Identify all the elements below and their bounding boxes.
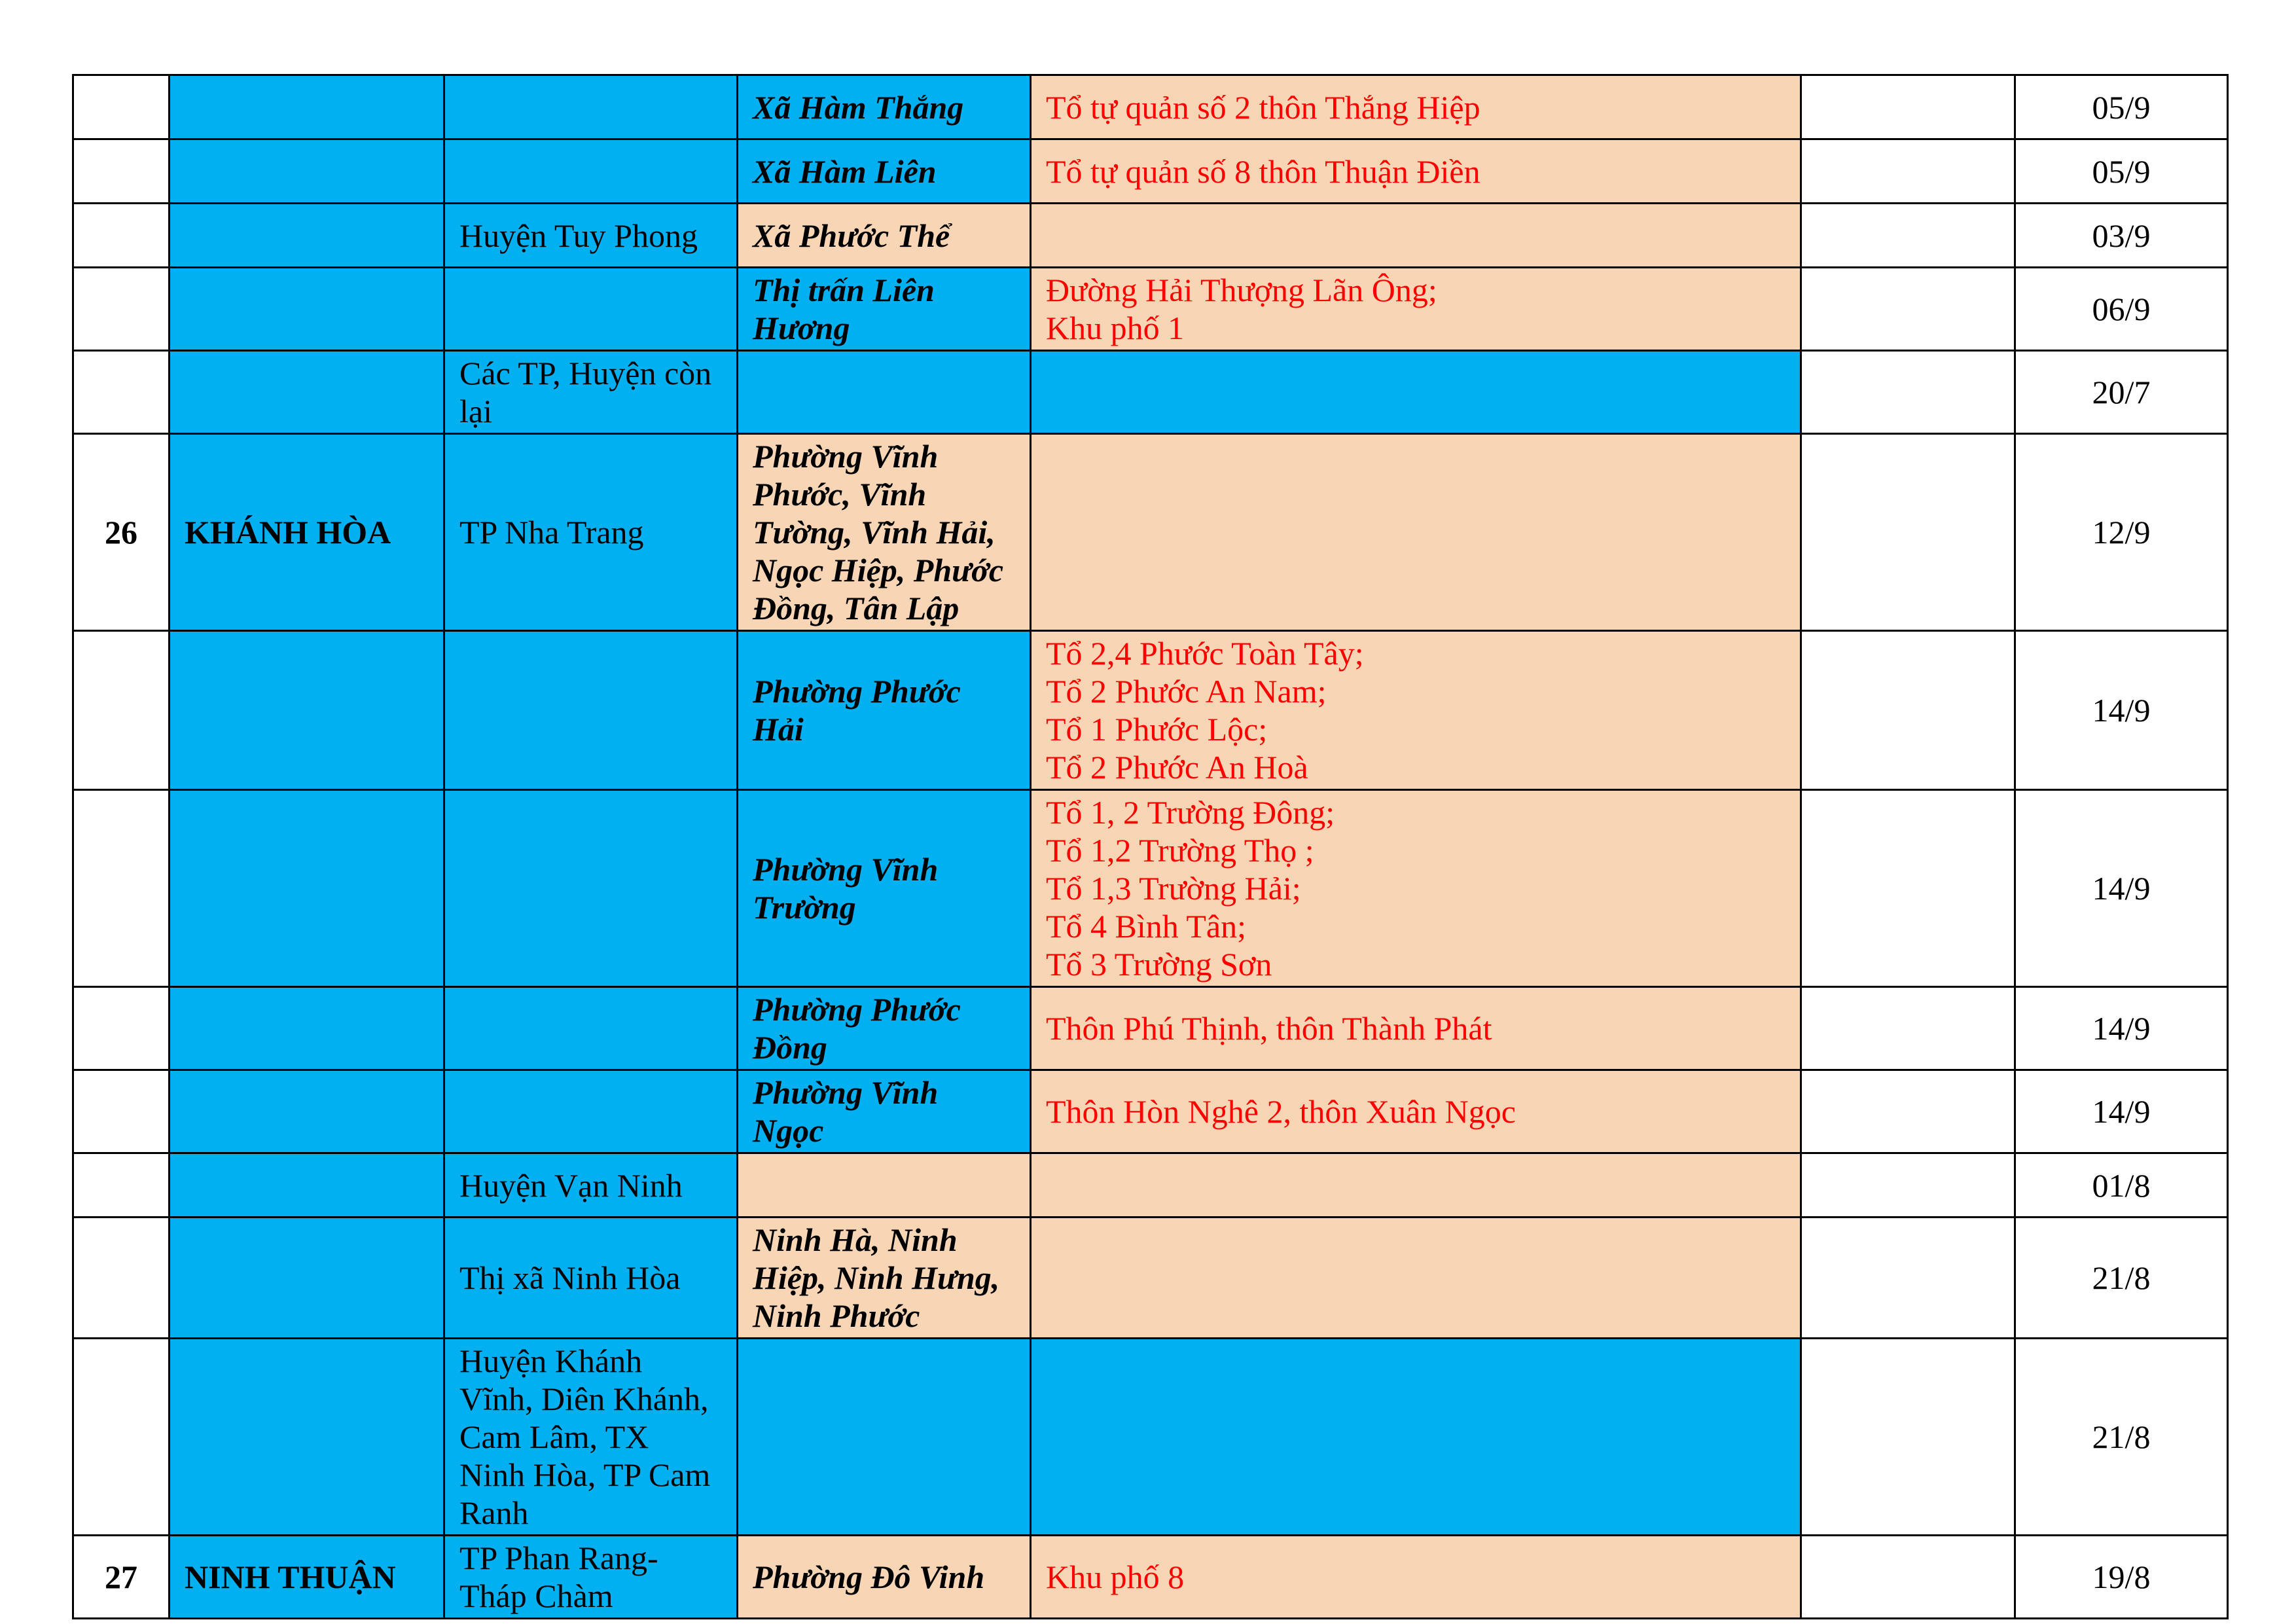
stt-cell xyxy=(73,139,170,204)
date-cell: 14/9 xyxy=(2015,987,2228,1070)
detail-line: Tổ 3 Trường Sơn xyxy=(1046,946,1272,983)
table-row xyxy=(73,351,2228,434)
table-row xyxy=(73,268,2228,351)
province-cell xyxy=(170,790,444,987)
province-cell: KHÁNH HÒA xyxy=(170,434,444,631)
table-row xyxy=(73,434,2228,631)
detail-cell xyxy=(1031,434,1801,631)
detail-line: Tổ 1,3 Trường Hải; xyxy=(1046,870,1301,907)
district-cell: Huyện Khánh Vĩnh, Diên Khánh, Cam Lâm, TX Ninh Hòa, TP Cam Ranh xyxy=(444,1339,738,1536)
ward-cell: Thị trấn Liên Hương xyxy=(738,268,1031,351)
ward-cell: Xã Hàm Liên xyxy=(738,139,1031,204)
province-cell xyxy=(170,1339,444,1536)
note-cell xyxy=(1801,204,2015,268)
ward-cell: Phường Vĩnh Phước, Vĩnh Tường, Vĩnh Hải, Ngọc Hiệp, Phước Đồng, Tân Lập xyxy=(738,434,1031,631)
date-cell: 03/9 xyxy=(2015,204,2228,268)
detail-line: Khu phố 1 xyxy=(1046,310,1185,346)
ward-cell: Xã Hàm Thắng xyxy=(738,75,1031,139)
district-cell: Huyện Vạn Ninh xyxy=(444,1153,738,1218)
ward-cell xyxy=(738,1339,1031,1536)
date-cell: 19/8 xyxy=(2015,1536,2228,1619)
note-cell xyxy=(1801,1153,2015,1218)
detail-cell xyxy=(1031,1536,1801,1619)
ward-cell: Phường Vĩnh Trường xyxy=(738,790,1031,987)
detail-line: Tổ 1,2 Trường Thọ ; xyxy=(1046,832,1314,869)
detail-cell xyxy=(1031,1339,1801,1536)
detail-cell xyxy=(1031,987,1801,1070)
detail-cell xyxy=(1031,351,1801,434)
table-row xyxy=(73,1070,2228,1153)
district-cell xyxy=(444,631,738,790)
table-row xyxy=(73,790,2228,987)
ward-cell: Phường Đô Vinh xyxy=(738,1536,1031,1619)
table-row xyxy=(73,987,2228,1070)
district-cell xyxy=(444,987,738,1070)
stt-cell xyxy=(73,790,170,987)
stt-cell xyxy=(73,268,170,351)
stt-cell xyxy=(73,1153,170,1218)
date-cell: 14/9 xyxy=(2015,631,2228,790)
table-row xyxy=(73,204,2228,268)
detail-line: Tổ tự quản số 2 thôn Thắng Hiệp xyxy=(1046,88,1480,126)
ward-cell: Xã Phước Thể xyxy=(738,204,1031,268)
stt-cell xyxy=(73,1070,170,1153)
stt-cell xyxy=(73,351,170,434)
table-row xyxy=(73,631,2228,790)
date-cell: 06/9 xyxy=(2015,268,2228,351)
note-cell xyxy=(1801,268,2015,351)
detail-line: Đường Hải Thượng Lãn Ông; xyxy=(1046,272,1437,308)
province-cell xyxy=(170,204,444,268)
detail-line: Khu phố 8 xyxy=(1046,1559,1185,1595)
detail-line: Tổ 1, 2 Trường Đông; xyxy=(1046,794,1335,831)
stt-cell xyxy=(73,204,170,268)
detail-line: Tổ tự quản số 8 thôn Thuận Điền xyxy=(1046,153,1480,190)
detail-line: Tổ 2,4 Phước Toàn Tây; xyxy=(1046,635,1364,672)
province-cell xyxy=(170,268,444,351)
date-cell: 21/8 xyxy=(2015,1339,2228,1536)
district-cell: TP Nha Trang xyxy=(444,434,738,631)
ward-cell xyxy=(738,1153,1031,1218)
detail-cell xyxy=(1031,1153,1801,1218)
note-cell xyxy=(1801,1536,2015,1619)
date-cell: 21/8 xyxy=(2015,1218,2228,1339)
note-cell xyxy=(1801,1070,2015,1153)
stt-cell xyxy=(73,1218,170,1339)
note-cell xyxy=(1801,139,2015,204)
district-cell xyxy=(444,139,738,204)
date-cell: 14/9 xyxy=(2015,1070,2228,1153)
ward-cell xyxy=(738,351,1031,434)
note-cell xyxy=(1801,1218,2015,1339)
note-cell xyxy=(1801,351,2015,434)
district-cell: Thị xã Ninh Hòa xyxy=(444,1218,738,1339)
detail-line: Tổ 2 Phước An Hoà xyxy=(1046,749,1308,785)
detail-line: Thôn Hòn Nghê 2, thôn Xuân Ngọc xyxy=(1046,1093,1516,1130)
detail-line: Thôn Phú Thịnh, thôn Thành Phát xyxy=(1046,1010,1492,1047)
date-cell: 14/9 xyxy=(2015,790,2228,987)
province-cell: NINH THUẬN xyxy=(170,1536,444,1619)
stt-cell xyxy=(73,631,170,790)
detail-cell xyxy=(1031,631,1801,790)
table-row xyxy=(73,1218,2228,1339)
date-cell: 05/9 xyxy=(2015,75,2228,139)
detail-line: Tổ 2 Phước An Nam; xyxy=(1046,673,1327,710)
table-body xyxy=(73,75,2228,1619)
district-cell xyxy=(444,268,738,351)
province-cell xyxy=(170,351,444,434)
table-row xyxy=(73,1339,2228,1536)
district-cell xyxy=(444,75,738,139)
detail-line: Tổ 4 Bình Tân; xyxy=(1046,908,1247,945)
detail-cell xyxy=(1031,139,1801,204)
table-row xyxy=(73,139,2228,204)
detail-cell xyxy=(1031,1070,1801,1153)
stt-cell xyxy=(73,1339,170,1536)
ward-cell: Phường Phước Đồng xyxy=(738,987,1031,1070)
stt-cell xyxy=(73,987,170,1070)
date-cell: 12/9 xyxy=(2015,434,2228,631)
ward-cell: Ninh Hà, Ninh Hiệp, Ninh Hưng, Ninh Phước xyxy=(738,1218,1031,1339)
detail-cell xyxy=(1031,204,1801,268)
table-row xyxy=(73,1536,2228,1619)
detail-cell xyxy=(1031,75,1801,139)
district-cell: Các TP, Huyện còn lại xyxy=(444,351,738,434)
note-cell xyxy=(1801,434,2015,631)
province-cell xyxy=(170,631,444,790)
detail-cell xyxy=(1031,790,1801,987)
district-cell: TP Phan Rang-Tháp Chàm xyxy=(444,1536,738,1619)
district-cell: Huyện Tuy Phong xyxy=(444,204,738,268)
province-cell xyxy=(170,1218,444,1339)
ward-cell: Phường Vĩnh Ngọc xyxy=(738,1070,1031,1153)
stt-cell: 27 xyxy=(73,1536,170,1619)
province-cell xyxy=(170,1153,444,1218)
ward-cell: Phường Phước Hải xyxy=(738,631,1031,790)
table-row xyxy=(73,1153,2228,1218)
detail-cell xyxy=(1031,1218,1801,1339)
date-cell: 05/9 xyxy=(2015,139,2228,204)
stt-cell: 26 xyxy=(73,434,170,631)
note-cell xyxy=(1801,75,2015,139)
detail-cell xyxy=(1031,268,1801,351)
date-cell: 20/7 xyxy=(2015,351,2228,434)
stt-cell xyxy=(73,75,170,139)
province-cell xyxy=(170,75,444,139)
district-cell xyxy=(444,1070,738,1153)
note-cell xyxy=(1801,1339,2015,1536)
detail-line: Tổ 1 Phước Lộc; xyxy=(1046,711,1268,748)
province-cell xyxy=(170,987,444,1070)
province-cell xyxy=(170,139,444,204)
province-cell xyxy=(170,1070,444,1153)
note-cell xyxy=(1801,631,2015,790)
schedule-table xyxy=(72,74,2229,1619)
table-row xyxy=(73,75,2228,139)
note-cell xyxy=(1801,987,2015,1070)
district-cell xyxy=(444,790,738,987)
note-cell xyxy=(1801,790,2015,987)
date-cell: 01/8 xyxy=(2015,1153,2228,1218)
